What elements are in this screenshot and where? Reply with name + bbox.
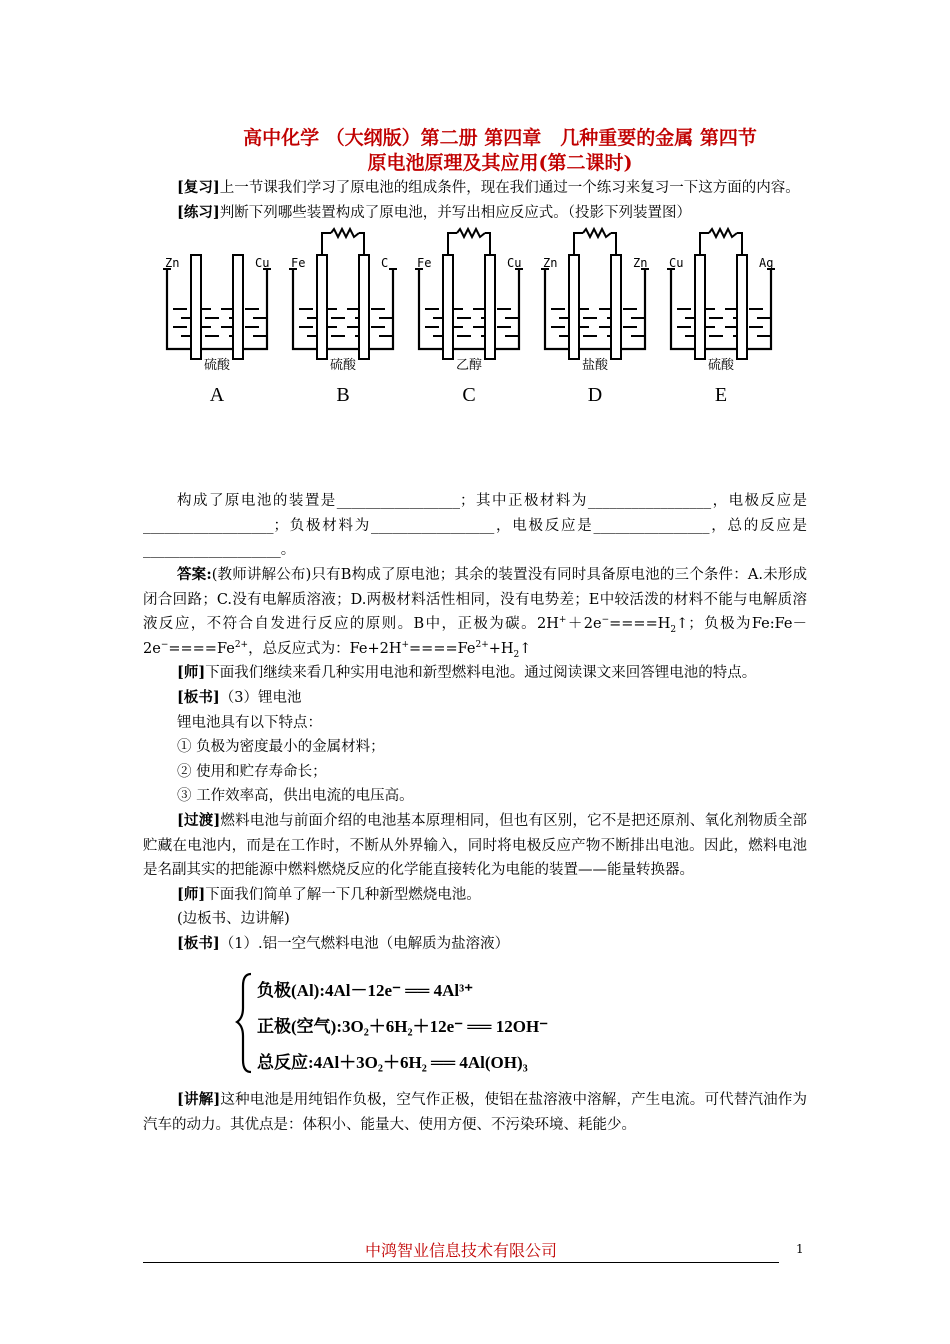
teacher-paragraph-2	[143, 883, 807, 908]
subscript: 2	[670, 625, 677, 636]
cell-c-left-label: Fe	[417, 256, 432, 271]
cell-b-resistor-icon	[331, 229, 359, 237]
cell-d-resistor-icon	[583, 229, 611, 237]
answer-text: (教师讲解公布)只有B构成了原电池；其余的装置没有同时具备原电池的三个条件：A.未形成闭合回路；C.没有电解质溶液；D.两极材料活性相同，没有电势差；E中较活泼的材料不能与电解质溶液反应，不符合自发进行反应的原则。B中，正极为碳。2H	[143, 566, 808, 633]
lithium-point-2: ② 使用和贮存寿命长；	[177, 763, 327, 780]
cell-a-left-label: Zn	[165, 256, 180, 271]
cell-c-right-label: Cu	[507, 256, 522, 271]
cell-d-wire-right	[611, 233, 616, 255]
lithium-point-1: ① 负极为密度最小的金属材料；	[177, 739, 385, 756]
cell-e-right-electrode	[737, 255, 747, 359]
cell-b-wire-right	[359, 233, 364, 255]
answer-text: ====Fe	[409, 640, 476, 657]
cell-d-wire-left	[574, 233, 583, 255]
cell-b-left-label: Fe	[291, 256, 306, 271]
board-tag: [板书]	[177, 934, 220, 952]
lecture-text: 这种电池是用纯铝作负极，空气作正极，使铝在盐溶液中溶解，产生电流。可代替汽油作为汽车的动力。其优点是：体积小、能量大、使用方便、不污染环境、耗能少。	[143, 1092, 807, 1134]
superscript: −	[160, 639, 169, 650]
answer-text: ＋2e	[566, 616, 602, 633]
subscript: 2	[513, 649, 520, 660]
superscript: +	[558, 615, 567, 626]
answer-text: ↑；负极为Fe:Fe－2e	[143, 616, 807, 657]
page-number: 1	[796, 1242, 804, 1256]
equation-cathode: 正极(空气):3O₂＋6H₂＋12e⁻ ══ 12OH⁻	[257, 1017, 549, 1037]
superscript: +	[401, 639, 410, 650]
answer-paragraph	[143, 563, 807, 661]
teacher-text: 下面我们继续来看几种实用电池和新型燃料电池。通过阅读课文来回答锂电池的特点。	[205, 665, 757, 682]
superscript: 2+	[234, 639, 249, 650]
cell-c-solution-label: 乙醇	[455, 358, 483, 374]
board-text: （3）锂电池	[219, 689, 302, 706]
answer-text: +H	[488, 640, 514, 657]
cell-e-wire-right	[737, 233, 742, 255]
equation-block	[143, 956, 807, 1088]
cell-c-left-electrode	[443, 255, 453, 359]
review-tag: [复习]	[177, 179, 220, 196]
answer-text: ↑	[519, 640, 532, 657]
cell-a-right-label: Cu	[255, 256, 270, 271]
cell-d-left-electrode	[569, 255, 579, 359]
cell-b-wire-left	[322, 233, 331, 255]
cell-a-left-electrode	[191, 255, 201, 359]
document-body	[143, 176, 807, 1138]
cell-e-letter-label: E	[714, 384, 728, 407]
superscript: 2+	[475, 639, 489, 650]
lithium-point-3: ③ 工作效率高，供出电流的电压高。	[177, 788, 414, 805]
galvanic-cell-diagram	[143, 225, 807, 489]
side-note: (边板书、边讲解)	[177, 911, 290, 928]
answer-text: ====Fe	[168, 640, 235, 657]
answer-text: ，总反应式为：Fe+2H	[248, 640, 402, 657]
teacher-tag: [师]	[177, 664, 206, 682]
cell-c-letter-label: C	[462, 384, 476, 407]
cell-d-right-label: Zn	[633, 256, 648, 271]
brace-icon	[237, 974, 251, 1072]
page-subtitle: 原电池原理及其应用(第二课时)	[367, 152, 633, 174]
cell-b-right-electrode	[359, 255, 369, 359]
cell-e-right-label: Ag	[759, 256, 774, 271]
answer-tag: 答案:	[177, 565, 212, 583]
exercise-text: 判断下列哪些装置构成了原电池，并写出相应反应式。（投影下列装置图）	[219, 204, 691, 221]
cell-d-letter-label: D	[587, 384, 603, 407]
page-title: 高中化学 （大纲版）第二册 第四章 几种重要的金属 第四节	[243, 127, 757, 149]
cell-e-wire-left	[700, 233, 709, 255]
cell-a-letter-label: A	[209, 384, 225, 407]
fill-in-paragraph: 构成了原电池的装置是_________________；其中正极材料为_________________，电极反应是__________________；负极材料为_________________，电极反应是________________，总的反应是___________________。	[143, 493, 807, 559]
review-paragraph	[143, 176, 807, 201]
board-paragraph-1	[143, 686, 807, 711]
cell-b-letter-label: B	[336, 384, 350, 407]
exercise-tag: [练习]	[177, 203, 220, 221]
transition-text: 燃料电池与前面介绍的电池基本原理相同，但也有区别，它不是把还原剂、氧化剂物质全部贮藏在电池内，而是在工作时，不断从外界输入，同时将电极反应产物不断排出电池。因此，燃料电池是名副其实的把能源中燃料燃烧反应的化学能直接转化为电能的装置——能量转换器。	[143, 812, 807, 879]
teacher-paragraph-1	[143, 661, 807, 686]
cell-b-right-label: C	[381, 256, 389, 271]
transition-tag: [过渡]	[177, 811, 221, 829]
equation-total: 总反应:4Al＋3O₂＋6H₂ ══ 4Al(OH)₃	[257, 1053, 528, 1073]
cell-d-right-electrode	[611, 255, 621, 359]
cell-e-left-electrode	[695, 255, 705, 359]
lecture-tag: [讲解]	[177, 1091, 221, 1109]
cell-b-solution-label: 硫酸	[329, 358, 357, 374]
footer-company: 中鸿智业信息技术有限公司	[364, 1241, 557, 1260]
cell-d-solution-label: 盐酸	[581, 358, 609, 374]
teacher-tag: [师]	[177, 885, 206, 903]
cell-c-right-electrode	[485, 255, 495, 359]
lithium-intro: 锂电池具有以下特点：	[177, 714, 322, 731]
lecture-paragraph	[143, 1088, 807, 1137]
cell-e-left-label: Cu	[669, 256, 684, 271]
footer-divider	[143, 1262, 779, 1263]
review-text: 上一节课我们学习了原电池的组成条件，现在我们通过一个练习来复习一下这方面的内容。	[219, 180, 800, 196]
exercise-paragraph	[143, 201, 807, 226]
answer-text: ====H	[609, 616, 671, 633]
board-paragraph-2	[143, 932, 807, 957]
board-text: （1）.铝一空气燃料电池（电解质为盐溶液）	[219, 935, 510, 952]
cell-a-solution-label: 硫酸	[203, 358, 231, 374]
superscript: −	[601, 615, 610, 626]
board-tag: [板书]	[177, 688, 220, 706]
cell-b-left-electrode	[317, 255, 327, 359]
cell-a-right-electrode	[233, 255, 243, 359]
cell-e-resistor-icon	[709, 229, 737, 237]
cell-c-wire-left	[448, 233, 457, 255]
cell-c-resistor-icon	[457, 229, 485, 237]
cell-e-solution-label: 硫酸	[707, 358, 735, 374]
teacher-text: 下面我们简单了解一下几种新型燃烧电池。	[205, 886, 481, 903]
equation-anode: 负极(Al):4Al－12e⁻ ══ 4Al³⁺	[257, 981, 474, 1001]
cell-d-left-label: Zn	[543, 256, 558, 271]
cell-c-wire-right	[485, 233, 490, 255]
transition-paragraph	[143, 809, 807, 883]
